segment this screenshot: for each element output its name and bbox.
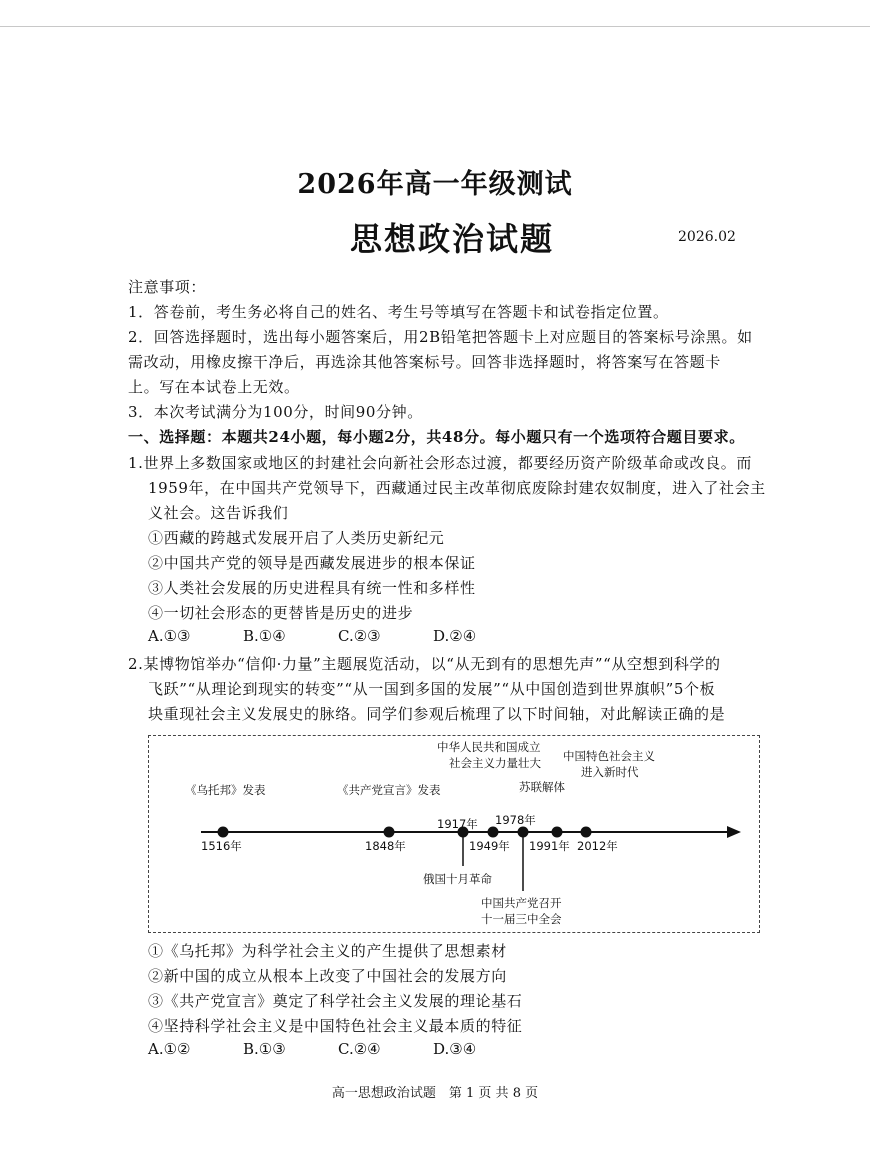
q2-option-a: A.①② bbox=[148, 1040, 191, 1058]
label-era-1: 中国特色社会主义 bbox=[563, 749, 655, 763]
notice-line: 3．本次考试满分为100分，时间90分钟。 bbox=[128, 403, 423, 421]
label-prc-2: 社会主义力量壮大 bbox=[449, 756, 541, 770]
q1-option-a: A.①③ bbox=[148, 627, 191, 645]
timeline-svg bbox=[149, 736, 761, 934]
label-october: 俄国十月革命 bbox=[423, 872, 492, 886]
label-plenum-2: 十一届三中全会 bbox=[481, 912, 562, 926]
q1-stem-line: 1959年，在中国共产党领导下，西藏通过民主改革彻底废除封建农奴制度，进入了社会主 bbox=[148, 479, 766, 497]
timeline-dot-1516 bbox=[218, 827, 229, 838]
label-era-2: 进入新时代 bbox=[581, 765, 639, 779]
timeline-dot-1848 bbox=[384, 827, 395, 838]
timeline-dot-1949 bbox=[488, 827, 499, 838]
q1-stem-line: 1.世界上多数国家或地区的封建社会向新社会形态过渡，都要经历资产阶级革命或改良。而 bbox=[128, 454, 752, 472]
q1-option-c: C.②③ bbox=[338, 627, 381, 645]
timeline-figure bbox=[148, 735, 760, 933]
label-utopia: 《乌托邦》发表 bbox=[185, 783, 266, 797]
year-1978: 1978年 bbox=[495, 813, 536, 827]
year-1949: 1949年 bbox=[469, 839, 510, 853]
label-manifesto: 《共产党宣言》发表 bbox=[337, 783, 441, 797]
notice-line: 需改动，用橡皮擦干净后，再选涂其他答案标号。回答非选择题时，将答案写在答题卡 bbox=[128, 353, 721, 371]
year-1516: 1516年 bbox=[201, 839, 242, 853]
section-heading: 一、选择题：本题共24小题，每小题2分，共48分。每小题只有一个选项符合题目要求。 bbox=[128, 428, 745, 446]
notice-line: 上。写在本试卷上无效。 bbox=[128, 378, 300, 396]
notice-heading: 注意事项： bbox=[128, 278, 207, 296]
top-scan-edge bbox=[0, 26, 870, 27]
label-prc-1: 中华人民共和国成立 bbox=[437, 740, 541, 754]
q1-option-b: B.①④ bbox=[243, 627, 286, 645]
timeline-dot-1991 bbox=[552, 827, 563, 838]
notice-line: 2．回答选择题时，选出每小题答案后，用2B铅笔把答题卡上对应题目的答案标号涂黑。如 bbox=[128, 328, 753, 346]
timeline-dot-2012 bbox=[581, 827, 592, 838]
q2-option-c: C.②④ bbox=[338, 1040, 381, 1058]
page-footer: 高一思想政治试题 第 1 页 共 8 页 bbox=[331, 1086, 539, 1101]
notice-line: 1．答卷前，考生务必将自己的姓名、考生号等填写在答题卡和试卷指定位置。 bbox=[128, 303, 669, 321]
q2-item: ②新中国的成立从根本上改变了中国社会的发展方向 bbox=[148, 967, 507, 985]
q2-option-d: D.③④ bbox=[433, 1040, 477, 1058]
year-1848: 1848年 bbox=[365, 839, 406, 853]
label-ussr: 苏联解体 bbox=[519, 780, 565, 794]
exam-date: 2026.02 bbox=[678, 229, 736, 245]
q1-item: ④一切社会形态的更替皆是历史的进步 bbox=[148, 604, 414, 622]
q2-item: ③《共产党宣言》奠定了科学社会主义发展的理论基石 bbox=[148, 992, 523, 1010]
q2-option-b: B.①③ bbox=[243, 1040, 286, 1058]
q1-item: ③人类社会发展的历史进程具有统一性和多样性 bbox=[148, 579, 476, 597]
q2-stem-line: 2.某博物馆举办“信仰·力量”主题展览活动，以“从无到有的思想先声”“从空想到科学的 bbox=[128, 655, 721, 673]
year-2012: 2012年 bbox=[577, 839, 618, 853]
label-plenum-1: 中国共产党召开 bbox=[481, 896, 562, 910]
exam-title: 2026年高一年级测试 bbox=[297, 169, 573, 200]
year-1917: 1917年 bbox=[437, 817, 478, 831]
subject-title: 思想政治试题 bbox=[350, 220, 555, 258]
timeline-arrow bbox=[727, 826, 741, 838]
q1-stem-line: 义社会。这告诉我们 bbox=[148, 504, 289, 522]
q2-item: ④坚持科学社会主义是中国特色社会主义最本质的特征 bbox=[148, 1017, 523, 1035]
q1-item: ②中国共产党的领导是西藏发展进步的根本保证 bbox=[148, 554, 476, 572]
q2-item: ①《乌托邦》为科学社会主义的产生提供了思想素材 bbox=[148, 942, 507, 960]
q1-item: ①西藏的跨越式发展开启了人类历史新纪元 bbox=[148, 529, 445, 547]
q2-stem-line: 飞跃”“从理论到现实的转变”“从一国到多国的发展”“从中国创造到世界旗帜”5个板 bbox=[148, 680, 716, 698]
timeline-dot-1978 bbox=[518, 827, 529, 838]
year-1991: 1991年 bbox=[529, 839, 570, 853]
q1-option-d: D.②④ bbox=[433, 627, 477, 645]
q2-stem-line: 块重现社会主义发展史的脉络。同学们参观后梳理了以下时间轴，对此解读正确的是 bbox=[148, 705, 726, 723]
